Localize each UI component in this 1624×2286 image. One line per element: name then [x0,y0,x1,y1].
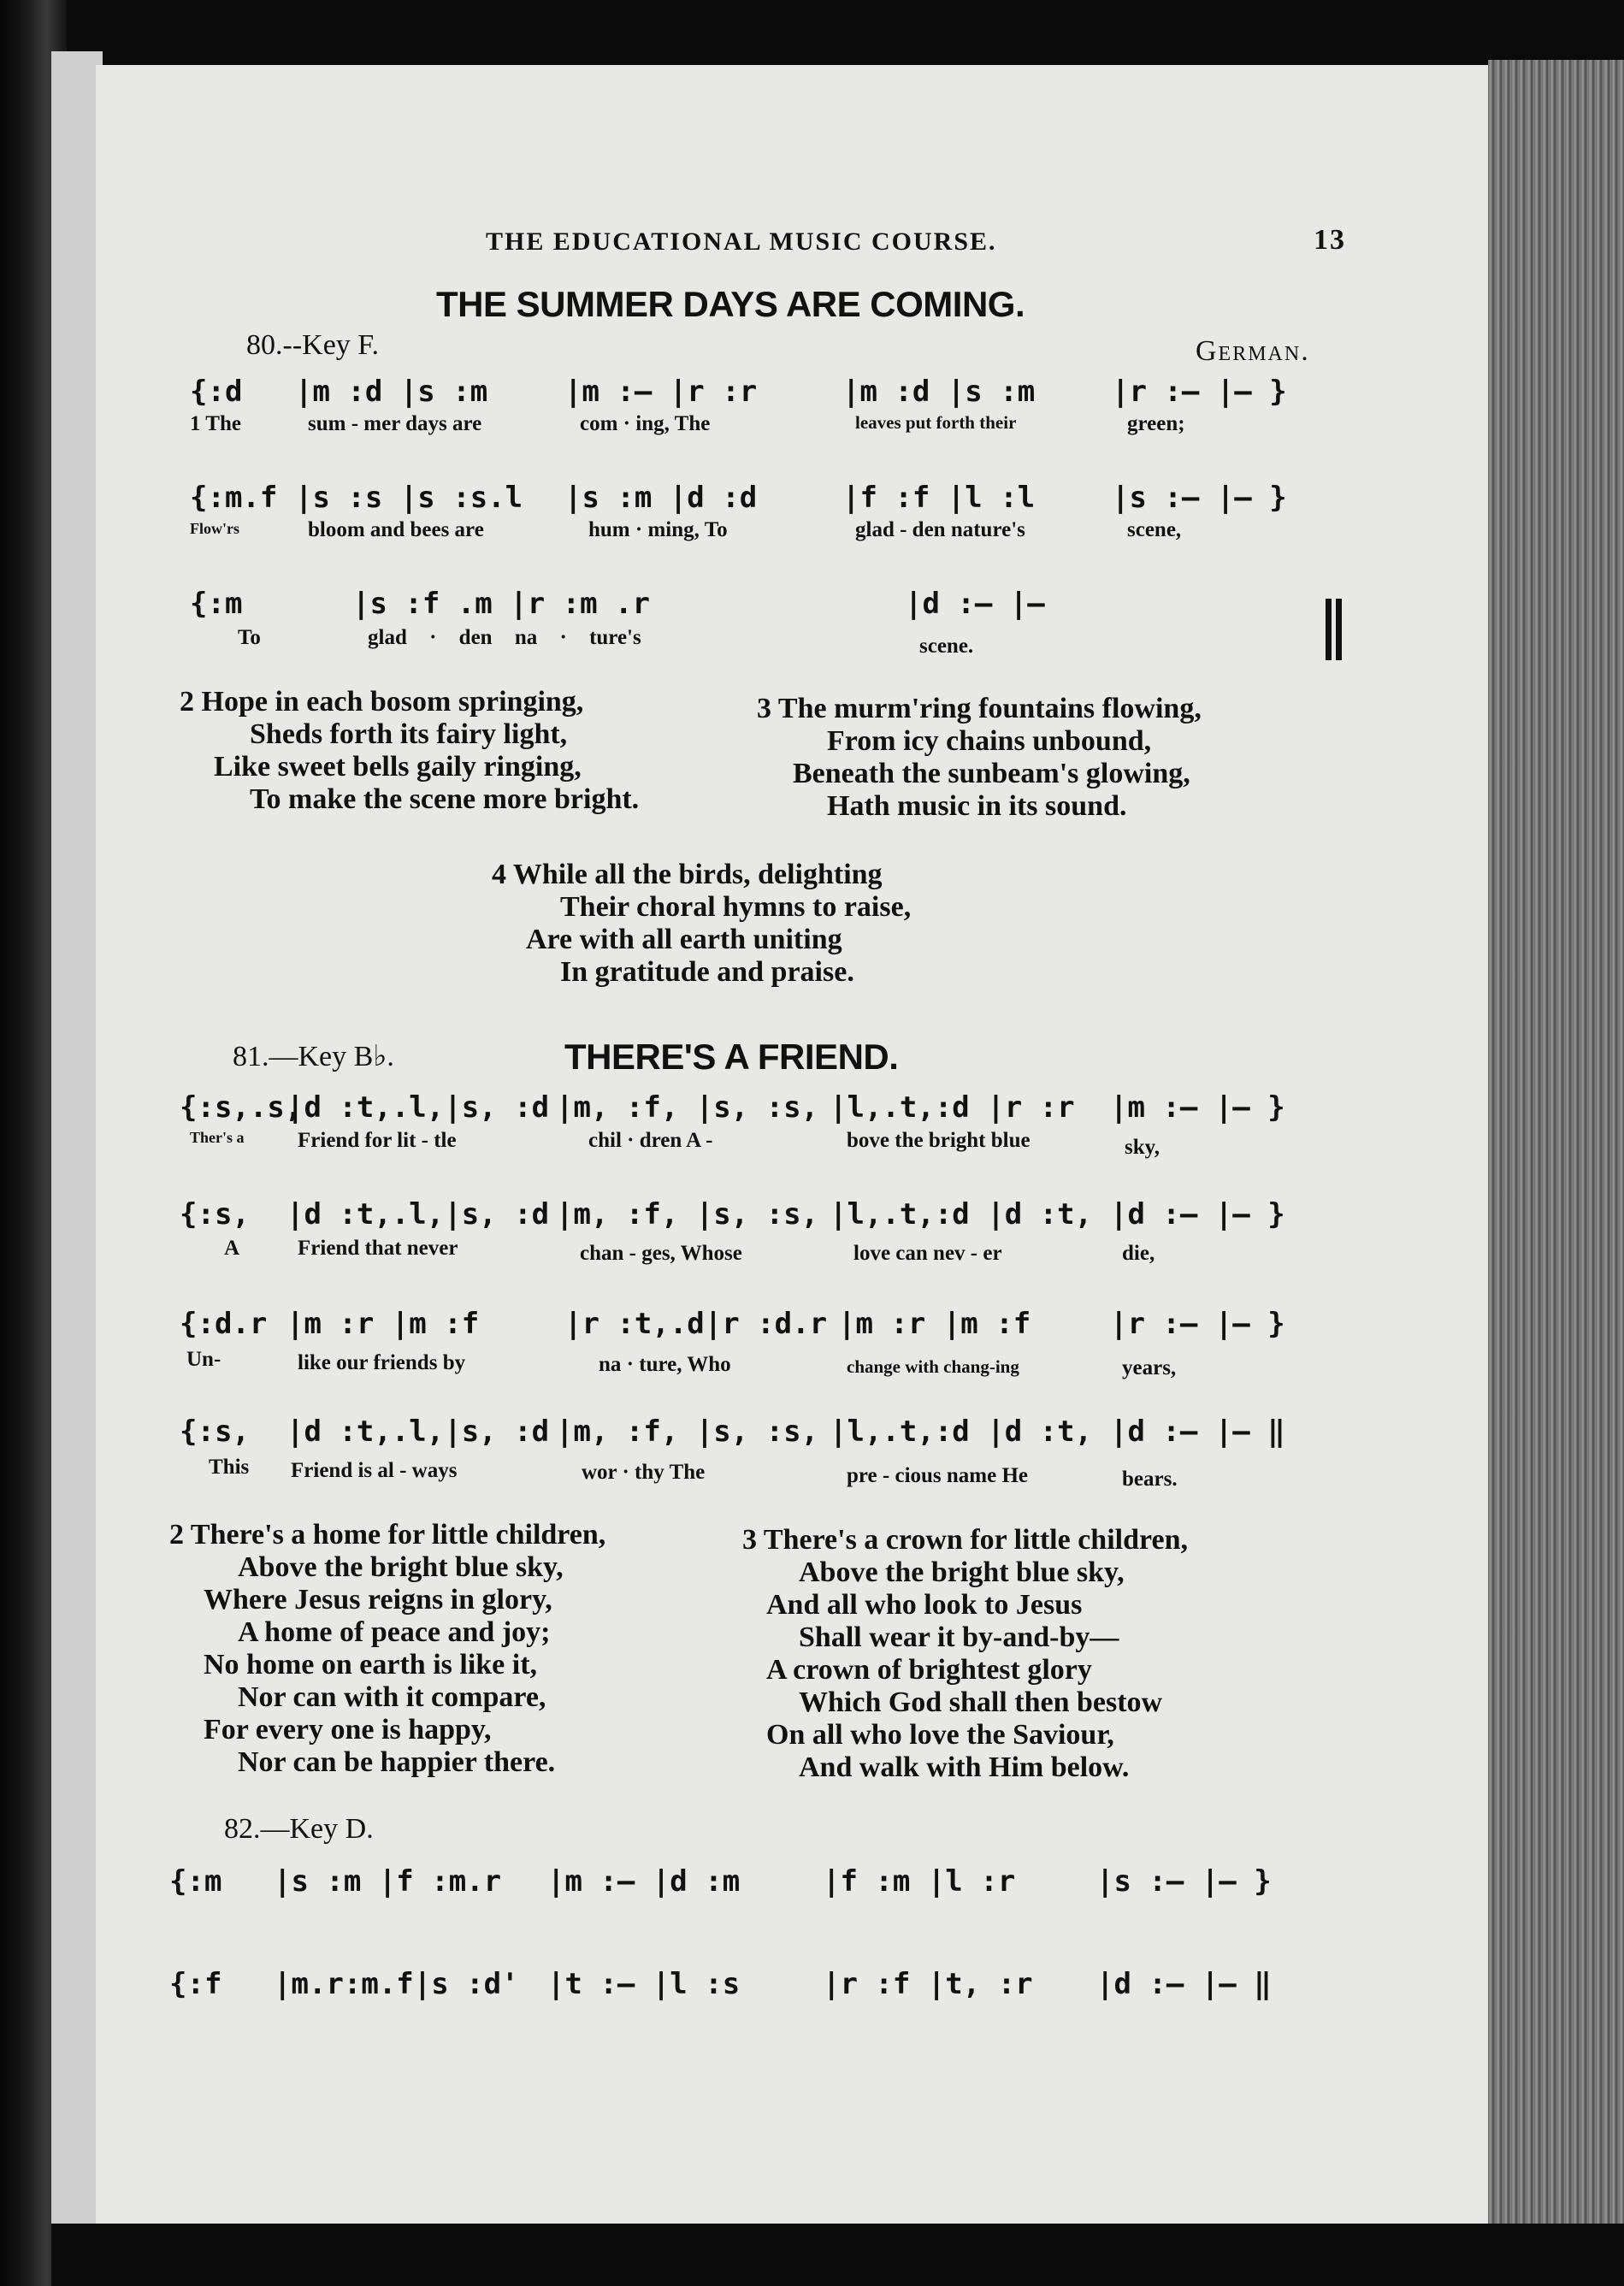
song80-row2-notes-1: {:m.f [190,481,278,515]
song81-verse3-line8: And walk with Him below. [799,1751,1130,1783]
song81-row1-notes-2: |d :t,.l,|s, :d [286,1090,550,1125]
song80-row2-notes-2: |s :s |s :s.l [295,481,523,515]
page-number: 13 [1314,224,1346,256]
song82-row1-notes-2: |s :m |f :m.r [274,1864,502,1899]
song80-row1-lyric-5: green; [1127,412,1185,435]
song80-row2-notes-5: |s :— |— } [1112,481,1287,515]
song80-verse3-line4: Hath music in its sound. [827,790,1127,822]
song80-verse4-line1: 4 While all the birds, delighting [492,859,883,890]
song80-row1-notes-4: |m :d |s :m [842,375,1036,409]
song81-row3-notes-3: |r :t,.d|r :d.r [564,1307,828,1341]
song80-verse4-line3: Are with all earth uniting [526,924,842,955]
song80-row1-notes-5: |r :— |— } [1112,375,1287,409]
song81-verse2-line3: Where Jesus reigns in glory, [204,1584,552,1616]
song82-row1-notes-5: |s :— |— } [1096,1864,1272,1899]
song80-verse2-line4: To make the scene more bright. [250,783,640,815]
song81-row3-lyric-1: Un- [186,1348,221,1371]
song81-verse3-line6: Which God shall then bestow [799,1686,1163,1718]
song81-row2-notes-5: |d :— |— } [1110,1197,1285,1232]
song81-row3-lyric-4: change with chang-ing [847,1356,1019,1377]
running-head: THE EDUCATIONAL MUSIC COURSE. [486,227,997,256]
song80-row3-lyric-1: To [238,626,261,649]
song81-row2-lyric-3: chan - ges, Whose [580,1242,742,1265]
song81-row2-notes-4: |l,.t,:d |d :t, [830,1197,1093,1232]
song80-row1-notes-3: |m :— |r :r [564,375,758,409]
song81-row2-notes-1: {:s, [180,1197,250,1232]
song80-row1-notes-2: |m :d |s :m [295,375,488,409]
page-stack-edge [1488,60,1624,2232]
song81-verse3 [742,1524,1188,1784]
song81-title: THERE'S A FRIEND. [564,1037,899,1077]
song81-verse2 [169,1519,605,1779]
song82-row2-notes-5: |d :— |— ‖ [1096,1967,1272,2001]
song81-row3-notes-5: |r :— |— } [1110,1307,1285,1341]
song82-row2-notes-3: |t :— |l :s [547,1967,741,2001]
song81-row2-lyric-2: Friend that never [298,1237,458,1260]
song82-row2-notes-2: |m.r:m.f|s :d' [274,1967,519,2001]
song81-row1-lyric-3: chil · dren A - [588,1129,713,1152]
song80-row3-lyric-2: glad · den na · ture's [368,626,641,649]
song81-row3-notes-4: |m :r |m :f [838,1307,1031,1341]
song80-row1-lyric-3: com · ing, The [580,412,711,435]
song80-row2-lyric-4: glad - den nature's [855,518,1025,541]
song80-final-bar-1 [1326,599,1332,660]
song81-row2-notes-3: |m, :f, |s, :s, [556,1197,819,1232]
bottom-shadow [51,2224,1624,2286]
song80-row3-lyric-3: scene. [919,635,974,658]
song80-verse2-line3: Like sweet bells gaily ringing, [214,751,582,783]
song82-number-key: 82.—Key D. [224,1813,374,1845]
song80-verse4-line4: In gratitude and praise. [560,956,854,988]
song80-row3-notes-3: |d :— |— [905,587,1045,621]
song81-verse2-line7: For every one is happy, [204,1714,492,1746]
facing-page-edge [51,51,103,2224]
song81-row3-notes-1: {:d.r [180,1307,268,1341]
song81-row4-notes-1: {:s, [180,1415,250,1449]
song80-composer: German. [1196,335,1310,367]
song80-row2-lyric-1: Flow'rs [190,520,239,537]
song81-row1-lyric-2: Friend for lit - tle [298,1129,457,1152]
song80-title: THE SUMMER DAYS ARE COMING. [436,284,1025,324]
song81-row4-notes-5: |d :— |— ‖ [1110,1415,1285,1449]
song81-verse3-line2: Above the bright blue sky, [799,1556,1125,1588]
song80-row1-lyric-1: 1 The [190,412,241,435]
song80-row2-lyric-2: bloom and bees are [308,518,484,541]
song81-verse2-line4: A home of peace and joy; [238,1616,551,1648]
song82-row1-notes-4: |f :m |l :r [823,1864,1016,1899]
song81-row3-lyric-2: like our friends by [298,1351,466,1374]
song80-verse3-line3: Beneath the sunbeam's glowing, [793,758,1190,789]
song81-row4-lyric-2: Friend is al - ways [291,1459,458,1482]
song81-verse3-line1: 3 There's a crown for little children, [742,1524,1188,1556]
song81-row4-lyric-4: pre - cious name He [847,1464,1029,1487]
song81-verse2-line6: Nor can with it compare, [238,1681,546,1713]
song81-row1-notes-5: |m :— |— } [1110,1090,1285,1125]
song81-row3-lyric-5: years, [1122,1356,1177,1379]
song80-row2-lyric-3: hum · ming, To [588,518,728,541]
song81-verse3-line3: And all who look to Jesus [766,1589,1083,1621]
song81-verse2-line5: No home on earth is like it, [204,1649,538,1681]
song82-row1-notes-1: {:m [169,1864,222,1899]
song81-row4-notes-2: |d :t,.l,|s, :d [286,1415,550,1449]
song81-row4-notes-3: |m, :f, |s, :s, [556,1415,819,1449]
song81-row2-lyric-5: die, [1122,1242,1155,1265]
song81-row1-lyric-4: bove the bright blue [847,1129,1031,1152]
song81-number-key: 81.—Key B♭. [233,1041,394,1072]
song81-row2-notes-2: |d :t,.l,|s, :d [286,1197,550,1232]
song80-verse3-line2: From icy chains unbound, [827,725,1152,757]
song82-row2-notes-4: |r :f |t, :r [823,1967,1033,2001]
song80-number-key: 80.--Key F. [246,329,379,361]
song80-row3-notes-2: |s :f .m |r :m .r [352,587,650,621]
song81-verse3-line4: Shall wear it by-and-by— [799,1621,1119,1653]
song80-row1-notes-1: {:d [190,375,243,409]
song81-verse2-line8: Nor can be happier there. [238,1746,556,1778]
song80-row1-lyric-2: sum - mer days are [308,412,482,435]
song80-verse3-line1: 3 The murm'ring fountains flowing, [757,693,1202,724]
song80-row1-lyric-4: leaves put forth their [855,412,1017,433]
song81-row4-lyric-1: This [209,1456,250,1479]
song80-verse3 [757,693,1202,823]
song80-verse4-line2: Their choral hymns to raise, [560,891,912,923]
song80-verse2-line1: 2 Hope in each bosom springing, [180,686,584,718]
song81-row1-notes-3: |m, :f, |s, :s, [556,1090,819,1125]
song80-verse4 [492,859,911,989]
song81-row1-notes-4: |l,.t,:d |r :r [830,1090,1075,1125]
song81-row4-notes-4: |l,.t,:d |d :t, [830,1415,1093,1449]
song81-verse2-line1: 2 There's a home for little children, [169,1519,606,1551]
song80-row3-notes-1: {:m [190,587,243,621]
song81-row1-notes-1: {:s,.s, [180,1090,303,1125]
song81-row3-notes-2: |m :r |m :f [286,1307,480,1341]
song81-row1-lyric-5: sky, [1125,1136,1160,1159]
song81-row4-lyric-3: wor · thy The [582,1461,706,1484]
song81-verse3-line5: A crown of brightest glory [766,1654,1092,1686]
song80-row2-notes-3: |s :m |d :d [564,481,758,515]
song81-row3-lyric-3: na · ture, Who [599,1353,731,1376]
song80-row2-lyric-5: scene, [1127,518,1182,541]
song81-row4-lyric-5: bears. [1122,1468,1178,1491]
song80-verse2 [180,686,639,816]
song81-row2-lyric-1: A [224,1237,240,1260]
song80-verse2-line2: Sheds forth its fairy light, [250,718,568,750]
song81-verse3-line7: On all who love the Saviour, [766,1719,1114,1751]
song81-verse2-line2: Above the bright blue sky, [238,1551,564,1583]
song80-final-bar-2 [1336,599,1342,660]
song81-row2-lyric-4: love can nev - er [853,1242,1002,1265]
song82-row1-notes-3: |m :— |d :m [547,1864,741,1899]
song80-row2-notes-4: |f :f |l :l [842,481,1036,515]
song82-row2-notes-1: {:f [169,1967,222,2001]
song81-row1-lyric-1: Ther's a [190,1129,245,1146]
